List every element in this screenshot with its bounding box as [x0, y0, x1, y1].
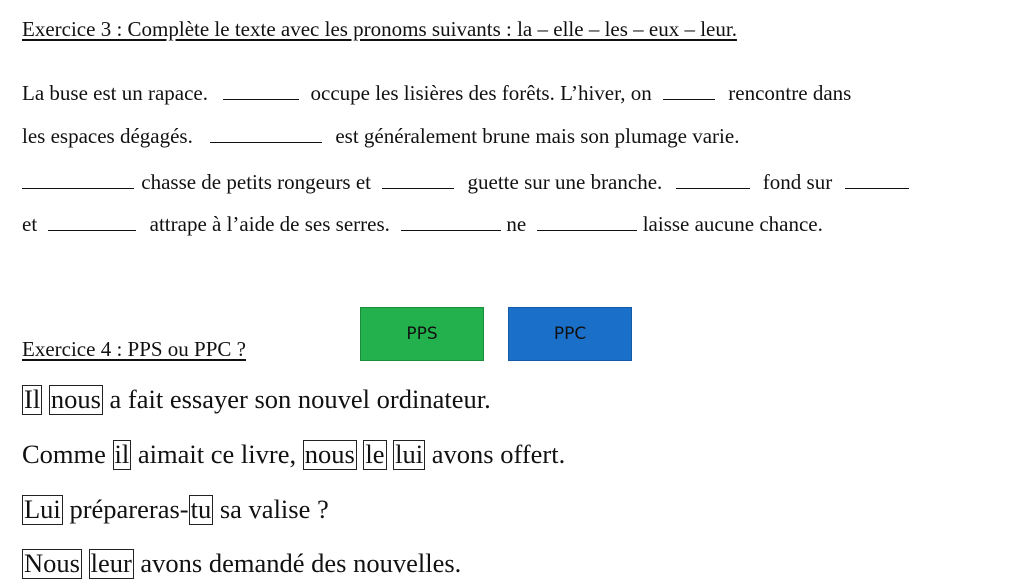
ex4-sentence-2 — [22, 439, 565, 470]
text: chasse de petits rongeurs et — [141, 170, 372, 194]
ex3-line-2 — [22, 124, 739, 149]
text: sa valise ? — [219, 494, 329, 524]
ppc-button[interactable]: PPC — [508, 307, 632, 361]
blank-5[interactable] — [382, 170, 454, 189]
text: Comme — [22, 439, 106, 469]
pronoun-box[interactable]: nous — [50, 384, 101, 414]
pronoun-box[interactable]: Il — [24, 384, 41, 414]
blank-9[interactable] — [401, 212, 501, 231]
blank-4[interactable] — [22, 170, 134, 189]
pronoun-box[interactable]: nous — [304, 439, 355, 469]
text: laisse aucune chance. — [642, 212, 823, 236]
text: a fait essayer son nouvel ordinateur. — [109, 384, 491, 414]
text: aimait ce livre, — [137, 439, 297, 469]
text: fond sur — [762, 170, 833, 194]
text: ne — [506, 212, 527, 236]
text: est généralement brune mais son plumage varie. — [335, 124, 740, 148]
pronoun-box[interactable]: leur — [90, 548, 132, 578]
text: avons offert. — [431, 439, 566, 469]
text: occupe les lisières des forêts. L’hiver, on — [310, 81, 652, 105]
text: attrape à l’aide de ses serres. — [149, 212, 390, 236]
blank-8[interactable] — [48, 212, 136, 231]
exercise-3-title: Exercice 3 : Complète le texte avec les pronoms suivants : la – elle – les – eux – leur. — [22, 17, 737, 41]
blank-6[interactable] — [676, 170, 750, 189]
text: les espaces dégagés. — [22, 124, 193, 148]
pronoun-box[interactable]: lui — [395, 439, 424, 469]
ex3-line-4 — [22, 212, 823, 237]
ex3-line-1 — [22, 81, 851, 106]
blank-10[interactable] — [537, 212, 637, 231]
blank-3[interactable] — [210, 124, 322, 143]
text: rencontre dans — [728, 81, 852, 105]
pronoun-box[interactable]: Nous — [24, 548, 80, 578]
blank-2[interactable] — [663, 81, 715, 100]
text: prépareras- — [69, 494, 189, 524]
pronoun-box[interactable]: tu — [190, 494, 212, 524]
blank-1[interactable] — [223, 81, 299, 100]
text: La buse est un rapace. — [22, 81, 208, 105]
pronoun-box[interactable]: Lui — [24, 494, 61, 524]
blank-7[interactable] — [845, 170, 909, 189]
pronoun-box[interactable]: le — [365, 439, 385, 469]
text: et — [22, 212, 38, 236]
ex4-sentence-1 — [22, 384, 491, 415]
pps-button[interactable]: PPS — [360, 307, 484, 361]
exercise-4-title: Exercice 4 : PPS ou PPC ? — [22, 337, 246, 361]
text: guette sur une branche. — [467, 170, 663, 194]
ex3-line-3 — [22, 170, 909, 195]
ex4-sentence-3 — [22, 494, 329, 525]
pronoun-box[interactable]: il — [114, 439, 130, 469]
text: avons demandé des nouvelles. — [140, 548, 462, 578]
ex4-sentence-4 — [22, 548, 461, 579]
